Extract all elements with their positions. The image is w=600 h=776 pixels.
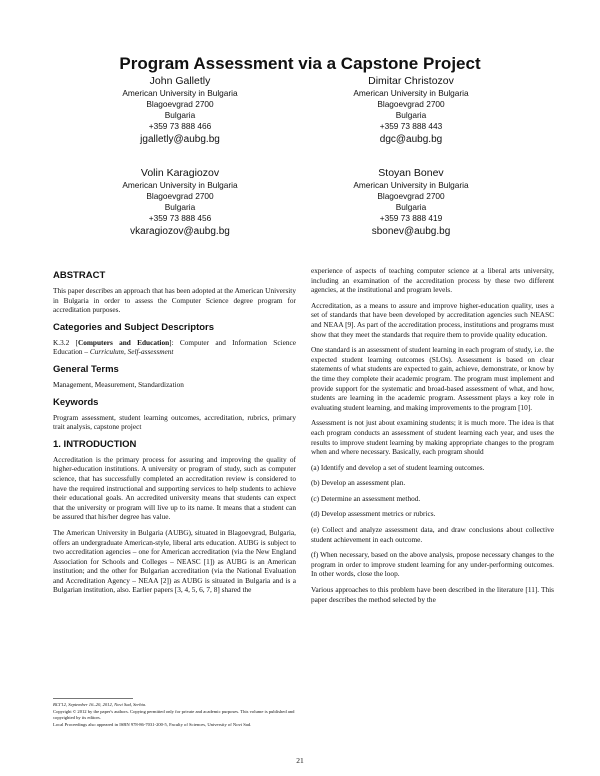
categories-italic: Curriculum, Self-assessment <box>89 347 174 357</box>
left-column <box>53 270 296 601</box>
categories-heading: Categories and Subject Descriptors <box>53 321 215 333</box>
author-email[interactable]: sbonev@aubg.bg <box>371 226 451 237</box>
author-affiliation: American University in Bulgaria <box>353 180 469 190</box>
author-block-2 <box>311 74 511 147</box>
author-email[interactable]: vkaragiozov@aubg.bg <box>130 226 230 237</box>
abstract-text: This paper describes an approach that has been adopted at the American University in Bulgaria in order to assess the Computer Science degree program for accreditation purposes. <box>53 286 296 315</box>
body-paragraph: Accreditation, as a means to assure and improve higher-education quality, uses a set of standards that have been developed by accreditation agencies such NEASC and NEAA [9]. As part of the accreditation process, institutions and programs must show that they meet the standards that require them to provide quality education. <box>311 300 554 339</box>
categories-bold: Computers and Education <box>77 337 170 347</box>
abstract-heading: ABSTRACT <box>53 270 106 281</box>
categories-mid: ]: Computer and Information Science Education – <box>53 337 296 357</box>
author-country: Bulgaria <box>164 110 196 120</box>
general-terms-heading: General Terms <box>53 363 119 375</box>
author-country: Bulgaria <box>395 110 427 120</box>
author-city: Blagoevgrad 2700 <box>146 99 214 109</box>
list-item: (d) Develop assessment metrics or rubrics. <box>311 509 436 519</box>
author-affiliation: American University in Bulgaria <box>122 180 238 190</box>
keywords-text: Program assessment, student learning outcomes, accreditation, rubrics, primary trait analysis, capstone project <box>53 412 296 432</box>
author-city: Blagoevgrad 2700 <box>146 191 214 201</box>
author-city: Blagoevgrad 2700 <box>377 99 445 109</box>
keywords-heading: Keywords <box>53 396 99 408</box>
footnote-line: BCI'12, September 16–20, 2012, Novi Sad, Serbia. <box>53 702 147 707</box>
list-item: (a) Identify and develop a set of student learning outcomes. <box>311 462 485 472</box>
author-affiliation: American University in Bulgaria <box>122 88 238 98</box>
author-phone: +359 73 888 443 <box>379 121 443 131</box>
author-name: John Galletly <box>149 75 211 87</box>
author-city: Blagoevgrad 2700 <box>377 191 445 201</box>
author-email[interactable]: dgc@aubg.bg <box>379 134 443 145</box>
author-affiliation: American University in Bulgaria <box>353 88 469 98</box>
categories-text <box>53 338 296 357</box>
page-number: 21 <box>296 756 304 765</box>
author-phone: +359 73 888 466 <box>148 121 212 131</box>
categories-code: K.3.2 [ <box>53 337 78 347</box>
footnote-line: Copyright © 2012 by the paper's authors. Copying permitted only for private and academic purposes. This volume is published and copyrighted by its editors. <box>53 708 295 720</box>
list-item: (f) When necessary, based on the above analysis, propose necessary changes to the program in order to improve student learning for any under-performing outcomes. In other words, close the loop. <box>311 550 554 579</box>
author-phone: +359 73 888 419 <box>379 213 443 223</box>
author-name: Dimitar Christozov <box>368 75 454 87</box>
body-paragraph: experience of aspects of teaching computer science at a liberal arts university, including an examination of the accreditation process by these two different agencies, at the institutional and program levels. <box>311 266 554 295</box>
footnote-line: Local Proceedings also appeared in ISBN 978-86-7031-200-5, Faculty of Sciences, University of Novi Sad. <box>53 721 252 727</box>
author-name: Volin Karagiozov <box>140 167 220 179</box>
body-paragraph: Assessment is not just about examining students; it is much more. The idea is that each program conducts an assessment of student learning each year, and uses the results to improve student learning by making appropriate changes to the program when and where necessary. Basically, each program should <box>311 418 554 457</box>
author-country: Bulgaria <box>395 202 427 212</box>
footnote-rule <box>53 698 133 699</box>
author-name: Stoyan Bonev <box>378 167 444 179</box>
introduction-heading: 1. INTRODUCTION <box>53 438 137 450</box>
right-column <box>311 266 554 610</box>
author-block-4 <box>311 166 511 239</box>
list-item: (b) Develop an assessment plan. <box>311 478 406 488</box>
list-item: (c) Determine an assessment method. <box>311 493 421 503</box>
author-block-3 <box>80 166 280 239</box>
list-item: (e) Collect and analyze assessment data, and draw conclusions about collective student achievement in each outcome. <box>311 525 554 544</box>
body-paragraph: One standard is an assessment of student learning in each program of study, i.e. the expected student learning outcomes (SLOs). Assessment is based on clear statements of what students are expected to gain, achieve, demonstrate, or know by the time they complete their academic program. The program must implement and provide support for the systematic and broad-based assessment of what, and how, students are learning in the academic program. Assessment plays a key role in evaluating student learning, and making improvements to the program [10]. <box>311 345 554 412</box>
body-paragraph: Various approaches to this problem have been described in the literature [11]. This paper describes the method selected by the <box>311 585 554 604</box>
intro-paragraph-1: Accreditation is the primary process for assuring and improving the quality of higher-education institutions. A university or program of study, such as computer science, that has successfully completed an accreditation review is considered to have the required instructional and supporting services to help students to achieve their educational goals. An accredited university means that students can expect that the university or program will live up to its name. It means that a student can be assured that his/her degree has value. <box>53 454 296 522</box>
copyright-footnote <box>53 698 296 728</box>
paper-title: Program Assessment via a Capstone Project <box>119 54 481 73</box>
author-email[interactable]: jgalletly@aubg.bg <box>140 134 220 145</box>
intro-paragraph-2: The American University in Bulgaria (AUBG), situated in Blagoevgrad, Bulgaria, offers an undergraduate American-style, liberal arts education. AUBG is subject to two accreditation agencies – one for American accreditation (via the New England Association for Schools and Colleges – NEASC [1]) as AUBG is an American institution; and the other for Bulgarian accreditation (via the National Evaluation and Accreditation Agency – NEAA [2]) as AUBG is situated in Bulgaria and is a Bulgarian institution, also. Earlier papers [3, 4, 5, 6, 7, 8] shared the <box>53 527 296 595</box>
author-block-1 <box>80 74 280 147</box>
general-terms-text: Management, Measurement, Standardization <box>53 379 184 389</box>
author-phone: +359 73 888 456 <box>148 213 212 223</box>
author-country: Bulgaria <box>164 202 196 212</box>
